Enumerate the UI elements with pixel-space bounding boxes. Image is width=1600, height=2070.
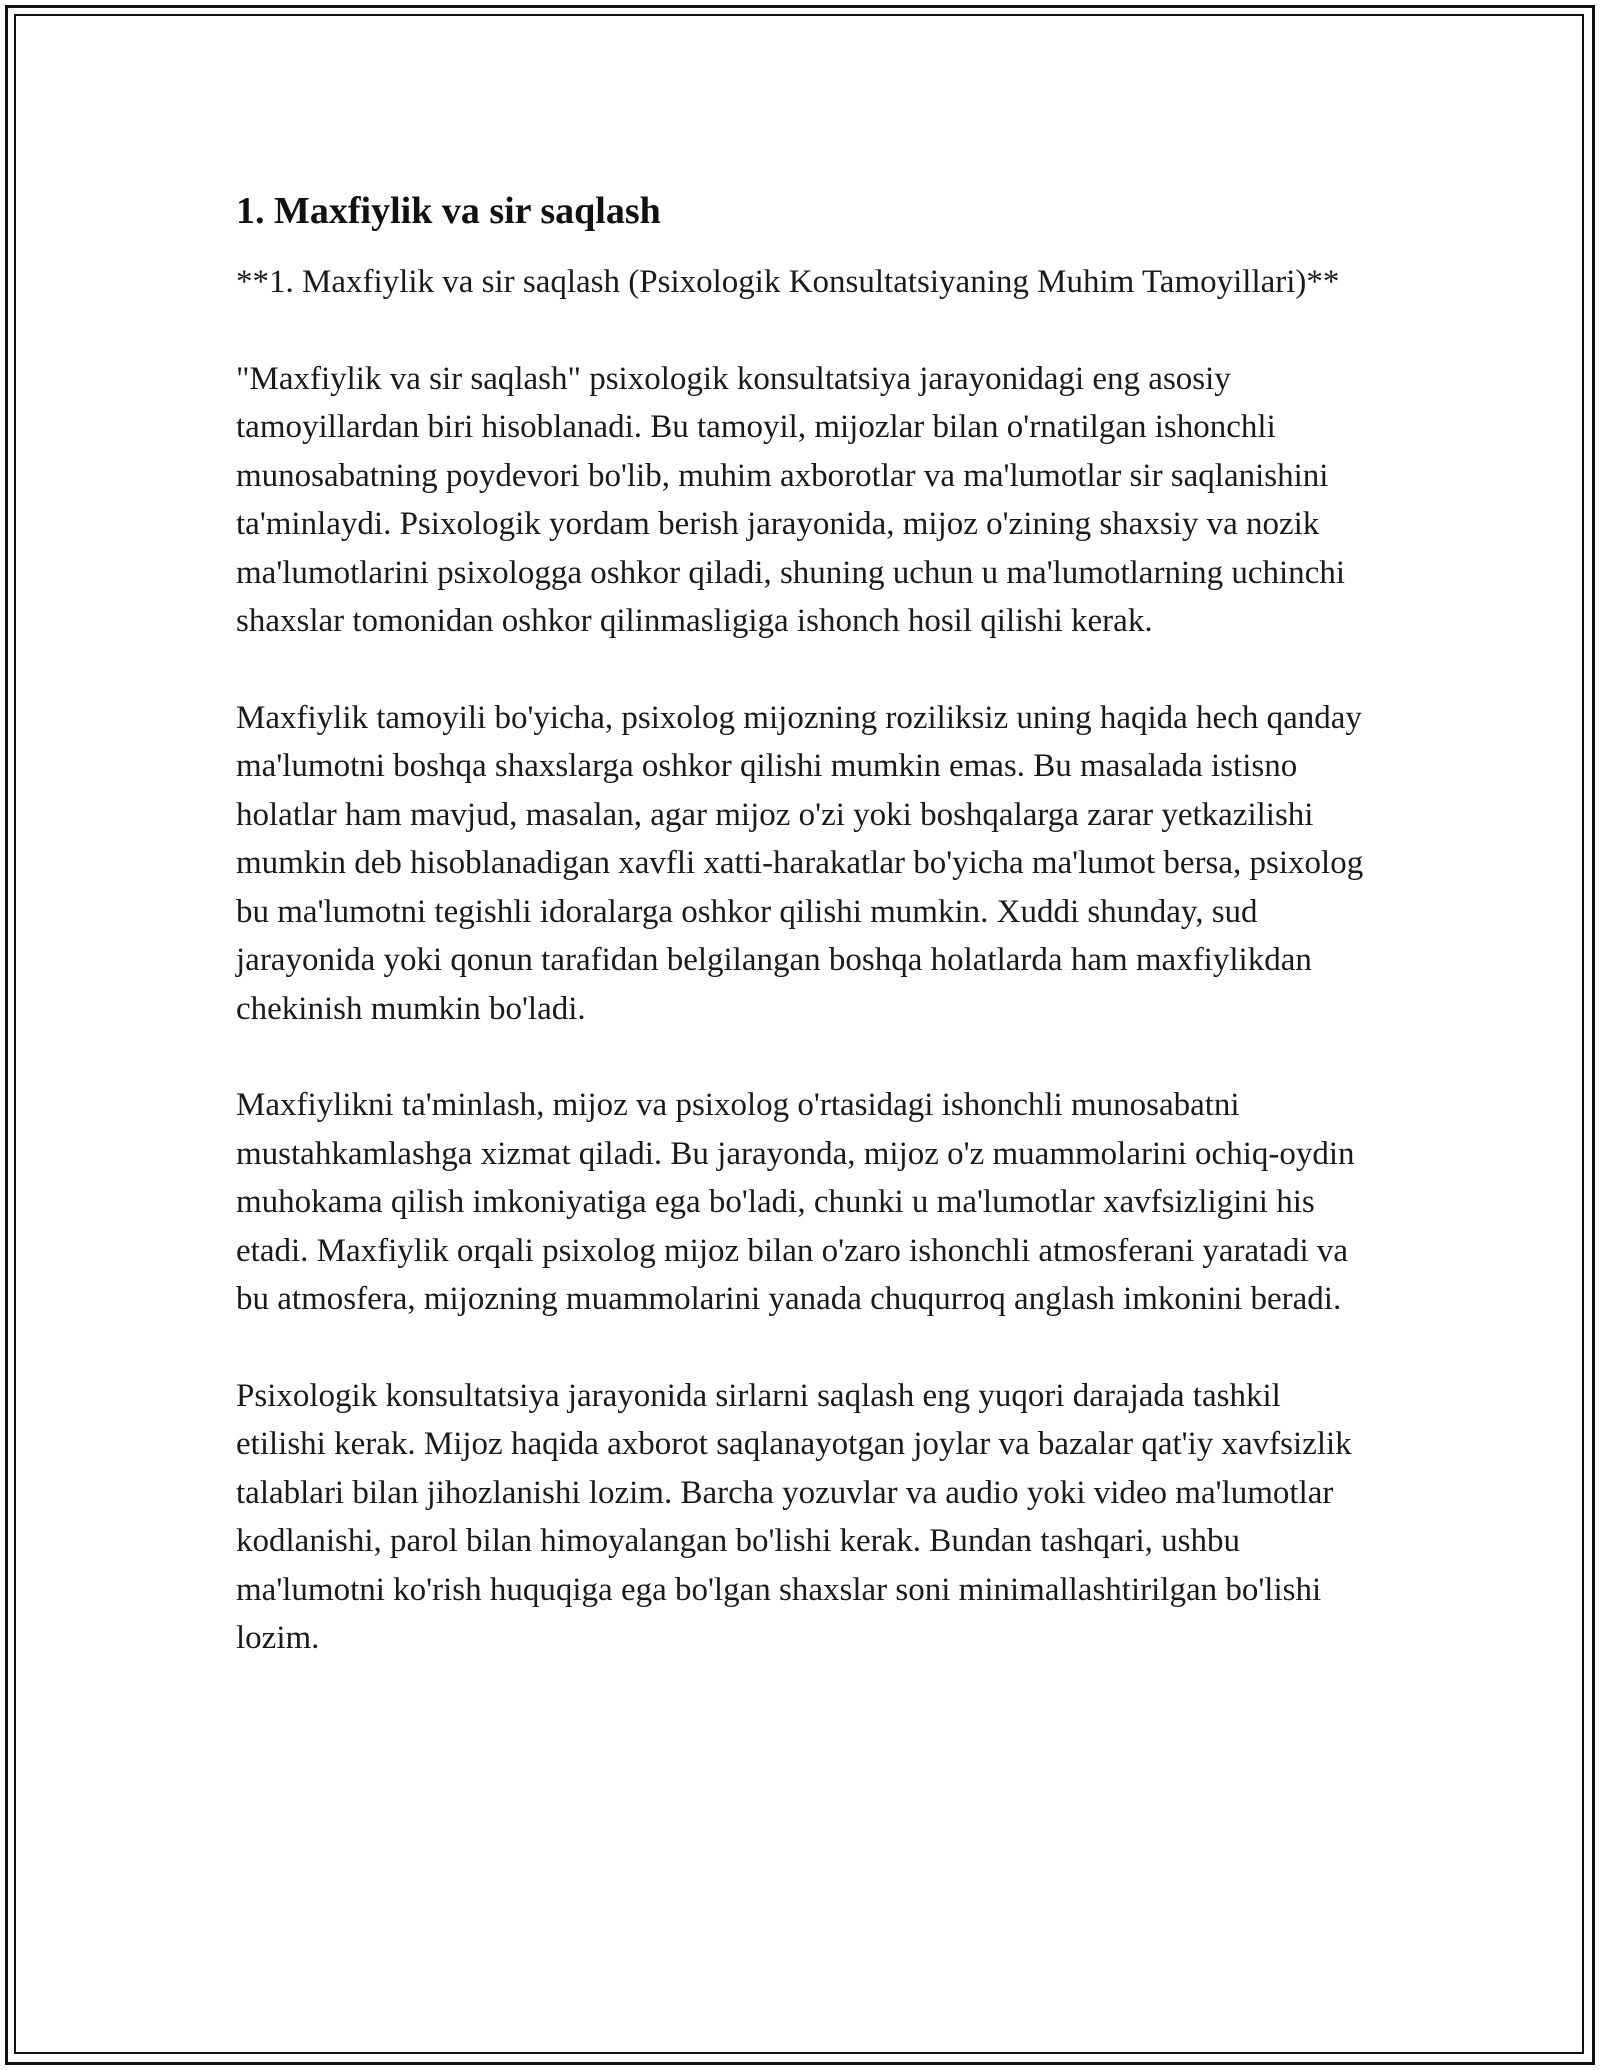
paragraph-trust: Maxfiylikni ta'minlash, mijoz va psixolog o'rtasidagi ishonchli munosabatni mustahkamlashga xizmat qiladi. Bu jarayonda, mijoz o'z muammolarini ochiq-oydin muhokama qilish imkoniyatiga ega bo'ladi, chunki u ma'lumotlar xavfsizligini his etadi. Maxfiylik orqali psixolog mijoz bilan o'zaro ishonchli atmosferani yaratadi va bu atmosfera, mijozning muammolarini yanada chuqurroq anglash imkonini beradi. xyxy=(236,1087,1355,1317)
paragraph-subtitle: **1. Maxfiylik va sir saqlash (Psixologik Konsultatsiyaning Muhim Tamoyillari)** xyxy=(236,264,1340,300)
paragraph-intro: "Maxfiylik va sir saqlash" psixologik konsultatsiya jarayonidagi eng asosiy tamoyillardan biri hisoblanadi. Bu tamoyil, mijozlar bilan o'rnatilgan ishonchli munosabatning poydevori bo'lib, muhim axborotlar va ma'lumotlar sir saqlanishini ta'minlaydi. Psixologik yordam berish jarayonida, mijoz o'zining shaxsiy va nozik ma'lumotlarini psixologga oshkor qiladi, shuning uchun u ma'lumotlarning uchinchi shaxslar tomonidan oshkor qilinmasligiga ishonch hosil qilishi kerak. xyxy=(236,360,1345,639)
section-heading: 1. Maxfiylik va sir saqlash xyxy=(236,190,661,232)
paragraph-security: Psixologik konsultatsiya jarayonida sirlarni saqlash eng yuqori darajada tashkil etilishi kerak. Mijoz haqida axborot saqlanayotgan joylar va bazalar qat'iy xavfsizlik talablari bilan jihozlanishi lozim. Barcha yozuvlar va audio yoki video ma'lumotlar kodlanishi, parol bilan himoyalangan bo'lishi kerak. Bundan tashqari, ushbu ma'lumotni ko'rish huquqiga ega bo'lgan shaxslar soni minimallashtirilgan bo'lishi lozim. xyxy=(236,1377,1352,1656)
paragraph-exceptions: Maxfiylik tamoyili bo'yicha, psixolog mijozning roziliksiz uning haqida hech qanday ma'lumotni boshqa shaxslarga oshkor qilishi mumkin emas. Bu masalada istisno holatlar ham mavjud, masalan, agar mijoz o'zi yoki boshqalarga zarar yetkazilishi mumkin deb hisoblanadigan xavfli xatti-harakatlar bo'yicha ma'lumot bersa, psixolog bu ma'lumotni tegishli idoralarga oshkor qilishi mumkin. Xuddi shunday, sud jarayonida yoki qonun tarafidan belgilangan boshqa holatlarda ham maxfiylikdan chekinish mumkin bo'ladi. xyxy=(236,699,1364,1027)
document-body xyxy=(236,186,1366,1711)
